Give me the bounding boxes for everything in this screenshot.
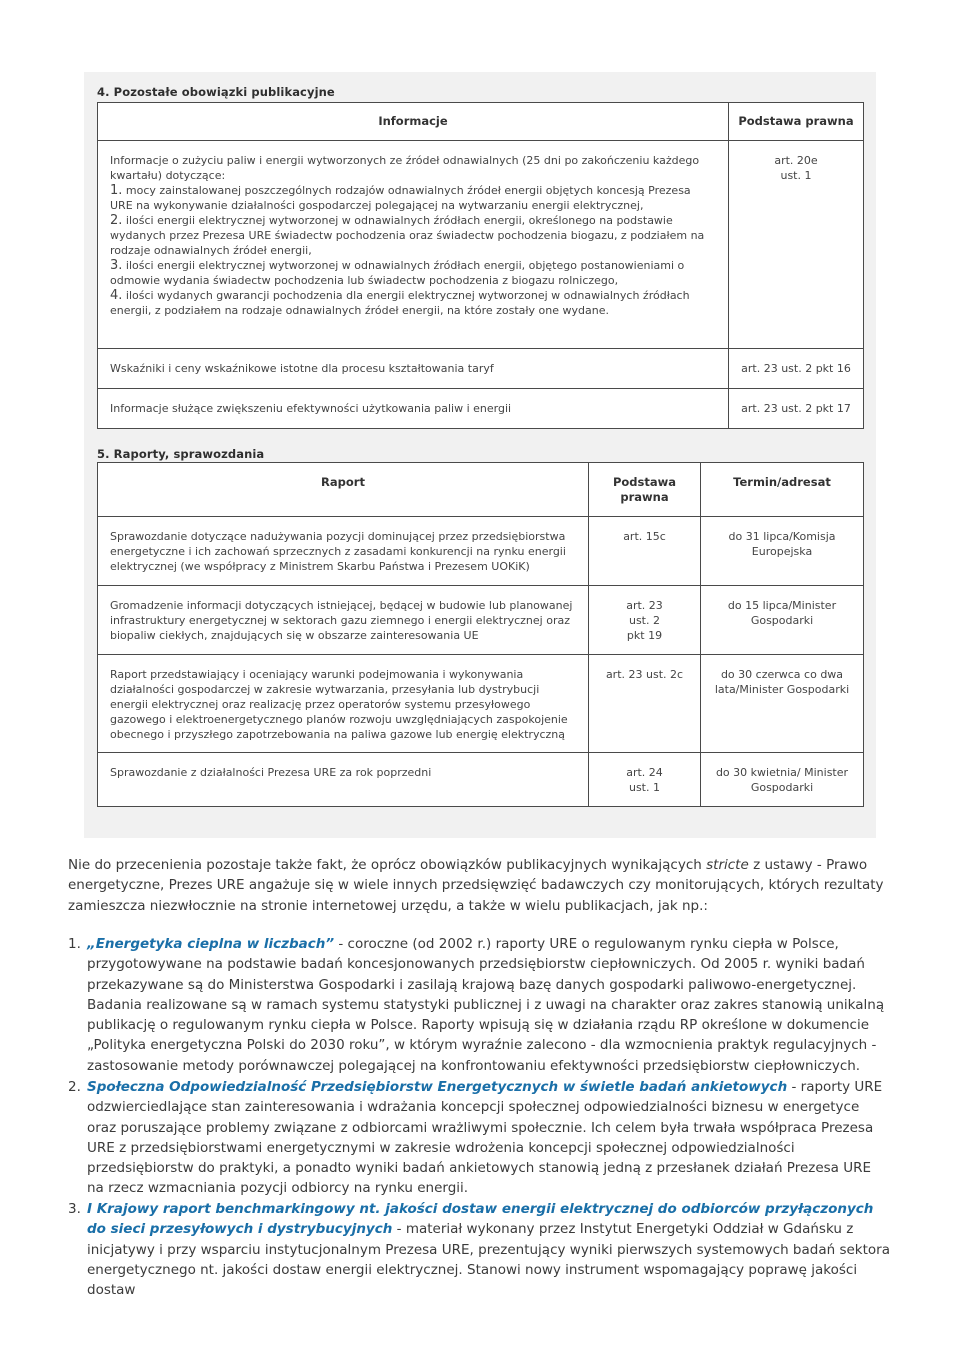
deadline-cell: do 31 lipca/Komisja Europejska [701,517,864,586]
row-info: Wskaźniki i ceny wskaźnikowe istotne dla procesu kształtowania taryf [98,349,729,389]
basis-cell: art. 15c [589,517,701,586]
basis-cell: art. 23 ust. 2 pkt 19 [589,586,701,655]
deadline-cell: do 30 czerwca co dwa lata/Minister Gospodarki [701,655,864,753]
row-basis: art. 23 ust. 2 pkt 16 [729,349,864,389]
row-basis: art. 23 ust. 2 pkt 17 [729,389,864,429]
intro-paragraph: Nie do przecenienia pozostaje także fakt, że oprócz obowiązków publikacyjnych wynikających stricte z ustawy - Prawo energetyczne, Prezes URE angażuje się w wiele innych przedsięwzięć badawczych czy monitorujących, których rezultaty zamieszcza niezwłocznie na stronie internetowej urzędu, a także w wielu publikacjach, jak np.: [68,857,884,914]
deadline-cell: do 30 kwietnia/ Minister Gospodarki [701,753,864,807]
basis-cell: art. 24 ust. 1 [589,753,701,807]
table-header-row [98,103,864,141]
renewable-basis-cell: art. 20e ust. 1 [729,141,864,349]
deadline-cell: do 15 lipca/Minister Gospodarki [701,586,864,655]
list-item: 2. ilości energii elektrycznej wytworzonej w odnawialnych źródłach energii, określonego na podstawie wydanych przez Prezesa URE świadectw pochodzenia oraz świadectw pochodzenia biogazu, z podziałem na rodzaje odnawialnych źródeł energii, [110,213,705,257]
header-basis: Podstawa prawna [589,463,701,517]
report-cell: Raport przedstawiający i oceniający warunki podejmowania i wykonywania działalności gospodarczej w zakresie wytwarzania, przesyłania lub dystrybucji energii elektrycznej oraz realizację przez operatorów systemu przesyłowego gazowego i elektroenergetycznego planów rozwoju uwzględniających zaspokojenie obecnego i przyszłego zapotrzebowania na paliwa gazowe lub energię elektryczną [98,655,589,753]
table-header-row [98,463,864,517]
table-row [98,141,864,349]
header-report: Raport [98,463,589,517]
table-row [98,389,864,429]
section-4-title: 4. Pozostałe obowiązki publikacyjne [97,85,335,99]
table-row [98,517,864,586]
list-item: 3. ilości energii elektrycznej wytworzonej w odnawialnych źródłach energii, objętego postanowieniami o odmowie wydania świadectw pochodzenia lub świadectw pochodzenia z biogazu rolniczego, [110,258,685,287]
reports-table [97,462,864,807]
publication-link[interactable]: Społeczna Odpowiedzialność Przedsiębiorstw Energetycznych w świetle badań ankietowych [87,1079,788,1095]
report-cell: Sprawozdanie dotyczące nadużywania pozycji dominującej przez przedsiębiorstwa energetyczne i ich zachowań sprzecznych z zasadami konkurencji na rynku energii elektrycznej (we współpracy z Ministrem Skarbu Państwa i Prezesem UOKiK) [98,517,589,586]
renewable-info-cell [98,141,729,349]
publication-item-3: 3. I Krajowy raport benchmarkingowy nt. jakości dostaw energii elektrycznej do odbiorców przyłączonych do sieci przesyłowych i dystrybucyjnych - materiał wykonany przez Instytut Energetyki Oddział w Gdańsku z inicjatywy i przy wsparciu instytucjonalnym Prezesa URE, prezentujący wyniki pierwszych systemowych badań sektora energetycznego nt. jakości dostaw energii elektrycznej. Stanowi nowy instrument wspomagający poprawę jakości dostaw [68,1201,890,1299]
table-row [98,586,864,655]
table-row [98,349,864,389]
renewable-intro: Informacje o zużyciu paliw i energii wytworzonych ze źródeł odnawialnych (25 dni po zakończeniu każdego kwartału) dotyczące: [110,154,700,182]
list-item: 4. ilości wydanych gwarancji pochodzenia dla energii elektrycznej wytworzonej w odnawialnych źródłach energii, z podziałem na rodzaje odnawialnych źródeł energii, na które zostały one wydane. [110,288,690,317]
section-5-title: 5. Raporty, sprawozdania [97,447,265,461]
list-item: 1. mocy zainstalowanej poszczególnych rodzajów odnawialnych źródeł energii objętych koncesją Prezesa URE na wykonywanie działalności gospodarczej polegającej na wytwarzaniu energii elektrycznej, [110,183,691,212]
header-basis: Podstawa prawna [729,103,864,141]
basis-cell: art. 23 ust. 2c [589,655,701,753]
report-cell: Sprawozdanie z działalności Prezesa URE za rok poprzedni [98,753,589,807]
publication-link[interactable]: „Energetyka cieplna w liczbach” [87,936,335,952]
report-cell: Gromadzenie informacji dotyczących istniejącej, będącej w budowie lub planowanej infrastruktury energetycznej w sektorach gazu ziemnego i energii elektrycznej oraz biopaliw ciekłych, znajdujących się w obszarze zainteresowania UE [98,586,589,655]
publication-link[interactable]: I Krajowy raport benchmarkingowy nt. jakości dostaw energii elektrycznej do odbiorców przyłączonych do sieci przesyłowych i dystrybucyjnych [87,1201,874,1238]
publication-item-2: 2. Społeczna Odpowiedzialność Przedsiębiorstw Energetycznych w świetle badań ankietowych - raporty URE odzwierciedlające stan zainteresowania i wdrażania koncepcji społecznej odpowiedzialności biznesu w energetyce oraz poruszające problemy związane z odbiorcami wrażliwymi społecznie. Ich celem była trwała współpraca Prezesa URE z przedsiębiorstwami energetycznymi w zakresie wdrożenia koncepcji społecznej odpowiedzialności przedsiębiorstw do praktyki, a ponadto wyniki badań ankietowych stanowią jedną z przesłanek działań Prezesa URE na rzecz wzmacniania pozycji odbiorcy na rynku energii. [68,1079,883,1197]
row-info: Informacje służące zwiększeniu efektywności użytkowania paliw i energii [98,389,729,429]
publication-duties-table [97,102,864,429]
header-deadline: Termin/adresat [701,463,864,517]
table-row [98,753,864,807]
publication-item-1: 1. „Energetyka cieplna w liczbach” - coroczne (od 2002 r.) raporty URE o regulowanym rynku ciepła w Polsce, przygotowywane na podstawie badań koncesjonowanych przedsiębiorstw ciepłowniczych. Od 2005 r. wyniki badań przekazywane są do Ministerstwa Gospodarki i zasilają krajową bazę danych gospodarki paliwowo-energetycznej. Badania realizowane są w ramach systemu statystyki publicznej i z uwagi na charakter oraz zakres stanowią unikalną publikację o regulowanym rynku ciepła w Polsce. Raporty wpisują się w działania rządu RP określone w dokumencie „Polityka energetyczna Polski do 2030 roku”, w którym wyraźnie zalecono - dla wzmocnienia praktyk regulacyjnych - zastosowanie metody porównawczej polegającej na konfrontowaniu efektywności przedsiębiorstw ciepłowniczych. [68,936,885,1074]
header-info: Informacje [98,103,729,141]
table-row [98,655,864,753]
